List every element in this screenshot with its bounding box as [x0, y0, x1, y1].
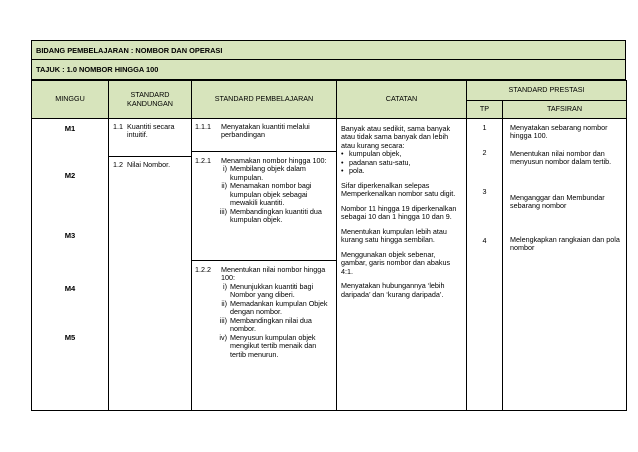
bullet-icon: •	[341, 149, 344, 159]
sp-subitem-text: Menamakan nombor bagi kumpulan objek sebagai mewakili kuantiti.	[230, 181, 312, 208]
tafsiran-text: Melengkapkan rangkaian dan pola nombor	[510, 235, 620, 253]
week-label: M1	[64, 124, 76, 133]
tafsiran-cell	[503, 119, 627, 411]
sp-subitem	[213, 283, 333, 300]
sp-subitem-number: i)	[223, 164, 227, 174]
sp-subitem	[213, 165, 333, 182]
tp-value: 4	[482, 236, 487, 246]
bidang-pembelajaran-band: BIDANG PEMBELAJARAN : NOMBOR DAN OPERASI	[31, 40, 626, 60]
standard-kandungan-cell	[109, 119, 192, 411]
sp-block	[192, 152, 336, 261]
catatan-cell	[337, 119, 467, 411]
header-standard-kandungan	[109, 81, 192, 119]
sp-subitem-number: i)	[223, 281, 227, 291]
sp-subitem-number: iii)	[219, 315, 227, 325]
sp-text: Menentukan nilai nombor hingga 100:	[221, 265, 326, 283]
header-tp: TP	[467, 101, 503, 119]
sp-subitem-number: ii)	[221, 298, 227, 308]
tp-value: 1	[482, 123, 487, 132]
tafsiran-text: Menentukan nilai nombor dan menyusun nombor dalam tertib.	[510, 149, 612, 167]
sk-text: Nilai Nombor.	[127, 160, 171, 169]
sp-block	[192, 261, 336, 359]
header-sk-line1: STANDARD	[130, 90, 170, 100]
week-label: M3	[64, 230, 76, 240]
sp-text: Menyatakan kuantiti melalui perbandingan	[221, 122, 310, 140]
tp-value: 3	[482, 186, 487, 196]
sp-subitem-text: Memadankan kumpulan Objek dengan nombor.	[230, 298, 328, 317]
sk-item	[109, 119, 191, 157]
sp-subitem-number: iii)	[219, 206, 227, 216]
catatan-bullet: • pola.	[341, 166, 365, 176]
catatan-para: Menentukan kumpulan lebih atau kurang satu hingga sembilan.	[341, 226, 447, 245]
header-minggu: MINGGU	[32, 81, 109, 119]
sp-text: Menamakan nombor hingga 100:	[221, 156, 327, 165]
sp-subitem-number: iv)	[219, 332, 227, 342]
standard-table	[31, 80, 627, 411]
header-tafsiran: TAFSIRAN	[503, 101, 627, 119]
week-label: M2	[64, 170, 76, 180]
standard-pembelajaran-cell	[192, 119, 337, 411]
catatan-bullets	[341, 150, 462, 175]
sp-number: 1.1.1	[195, 122, 211, 131]
week-label: M5	[64, 332, 76, 342]
catatan-para: Banyak atau sedikit, sama banyak atau tidak sama banyak dan lebih atau kurang secara:	[341, 124, 451, 150]
week-label: M4	[64, 283, 76, 293]
tp-value: 2	[482, 148, 487, 158]
catatan-bullet: • kumpulan objek,	[341, 149, 402, 159]
sp-subitem-text: Membandingkan nilai dua nombor.	[230, 315, 312, 334]
header-standard-prestasi: STANDARD PRESTASI	[467, 81, 627, 101]
sp-subitem	[213, 334, 333, 359]
bullet-icon: •	[341, 157, 344, 167]
sp-sublist	[195, 165, 333, 224]
minggu-cell	[32, 119, 109, 411]
sp-subitem	[213, 208, 333, 225]
sp-block	[192, 119, 336, 152]
tafsiran-text: Menyatakan sebarang nombor hingga 100.	[510, 123, 608, 141]
sp-number: 1.2.2	[195, 265, 211, 274]
sp-subitem-text: Membilang objek dalam kumpulan.	[230, 164, 306, 182]
sk-text: Kuantiti secara intuitif.	[127, 122, 175, 140]
tafsiran-text: Menganggar dan Membundar sebarang nombor	[510, 193, 605, 211]
sk-number: 1.1	[113, 122, 123, 131]
tajuk-band: TAJUK : 1.0 NOMBOR HINGGA 100	[31, 60, 626, 80]
sp-subitem-text: Menyusun kumpulan objek mengikut tertib menaik dan tertib menurun.	[230, 332, 317, 359]
sp-subitem	[213, 300, 333, 317]
sp-subitem-number: ii)	[221, 181, 227, 191]
sp-subitem-text: Menunjukkan kuantiti bagi Nombor yang diberi.	[230, 281, 314, 300]
sk-item	[109, 157, 191, 169]
sp-number: 1.2.1	[195, 156, 211, 165]
tp-cell	[467, 119, 503, 411]
catatan-para: Nombor 11 hingga 19 diperkenalkan sebagai 10 dan 1 hingga 10 dan 9.	[341, 203, 457, 222]
sp-subitem-text: Membandingkan kuantiti dua kumpulan objek.	[230, 206, 322, 225]
catatan-bullet: • padanan satu-satu,	[341, 157, 411, 167]
sp-sublist	[195, 283, 333, 359]
sp-subitem	[213, 182, 333, 207]
catatan-para: Sifar diperkenalkan selepas Memperkenalkan nombor satu digit.	[341, 180, 456, 199]
bullet-icon: •	[341, 166, 344, 176]
sk-number: 1.2	[113, 160, 123, 169]
catatan-para: Menggunakan objek sebenar, gambar, garis nombor dan abakus 4:1.	[341, 249, 451, 276]
header-catatan: CATATAN	[337, 81, 467, 119]
sp-subitem	[213, 317, 333, 334]
header-sk-line2: KANDUNGAN	[127, 98, 173, 108]
header-standard-pembelajaran: STANDARD PEMBELAJARAN	[192, 81, 337, 119]
rpt-document	[31, 40, 626, 411]
catatan-para: Menyatakan hubungannya ‘lebih daripada’ dan ‘kurang daripada’.	[341, 281, 445, 299]
